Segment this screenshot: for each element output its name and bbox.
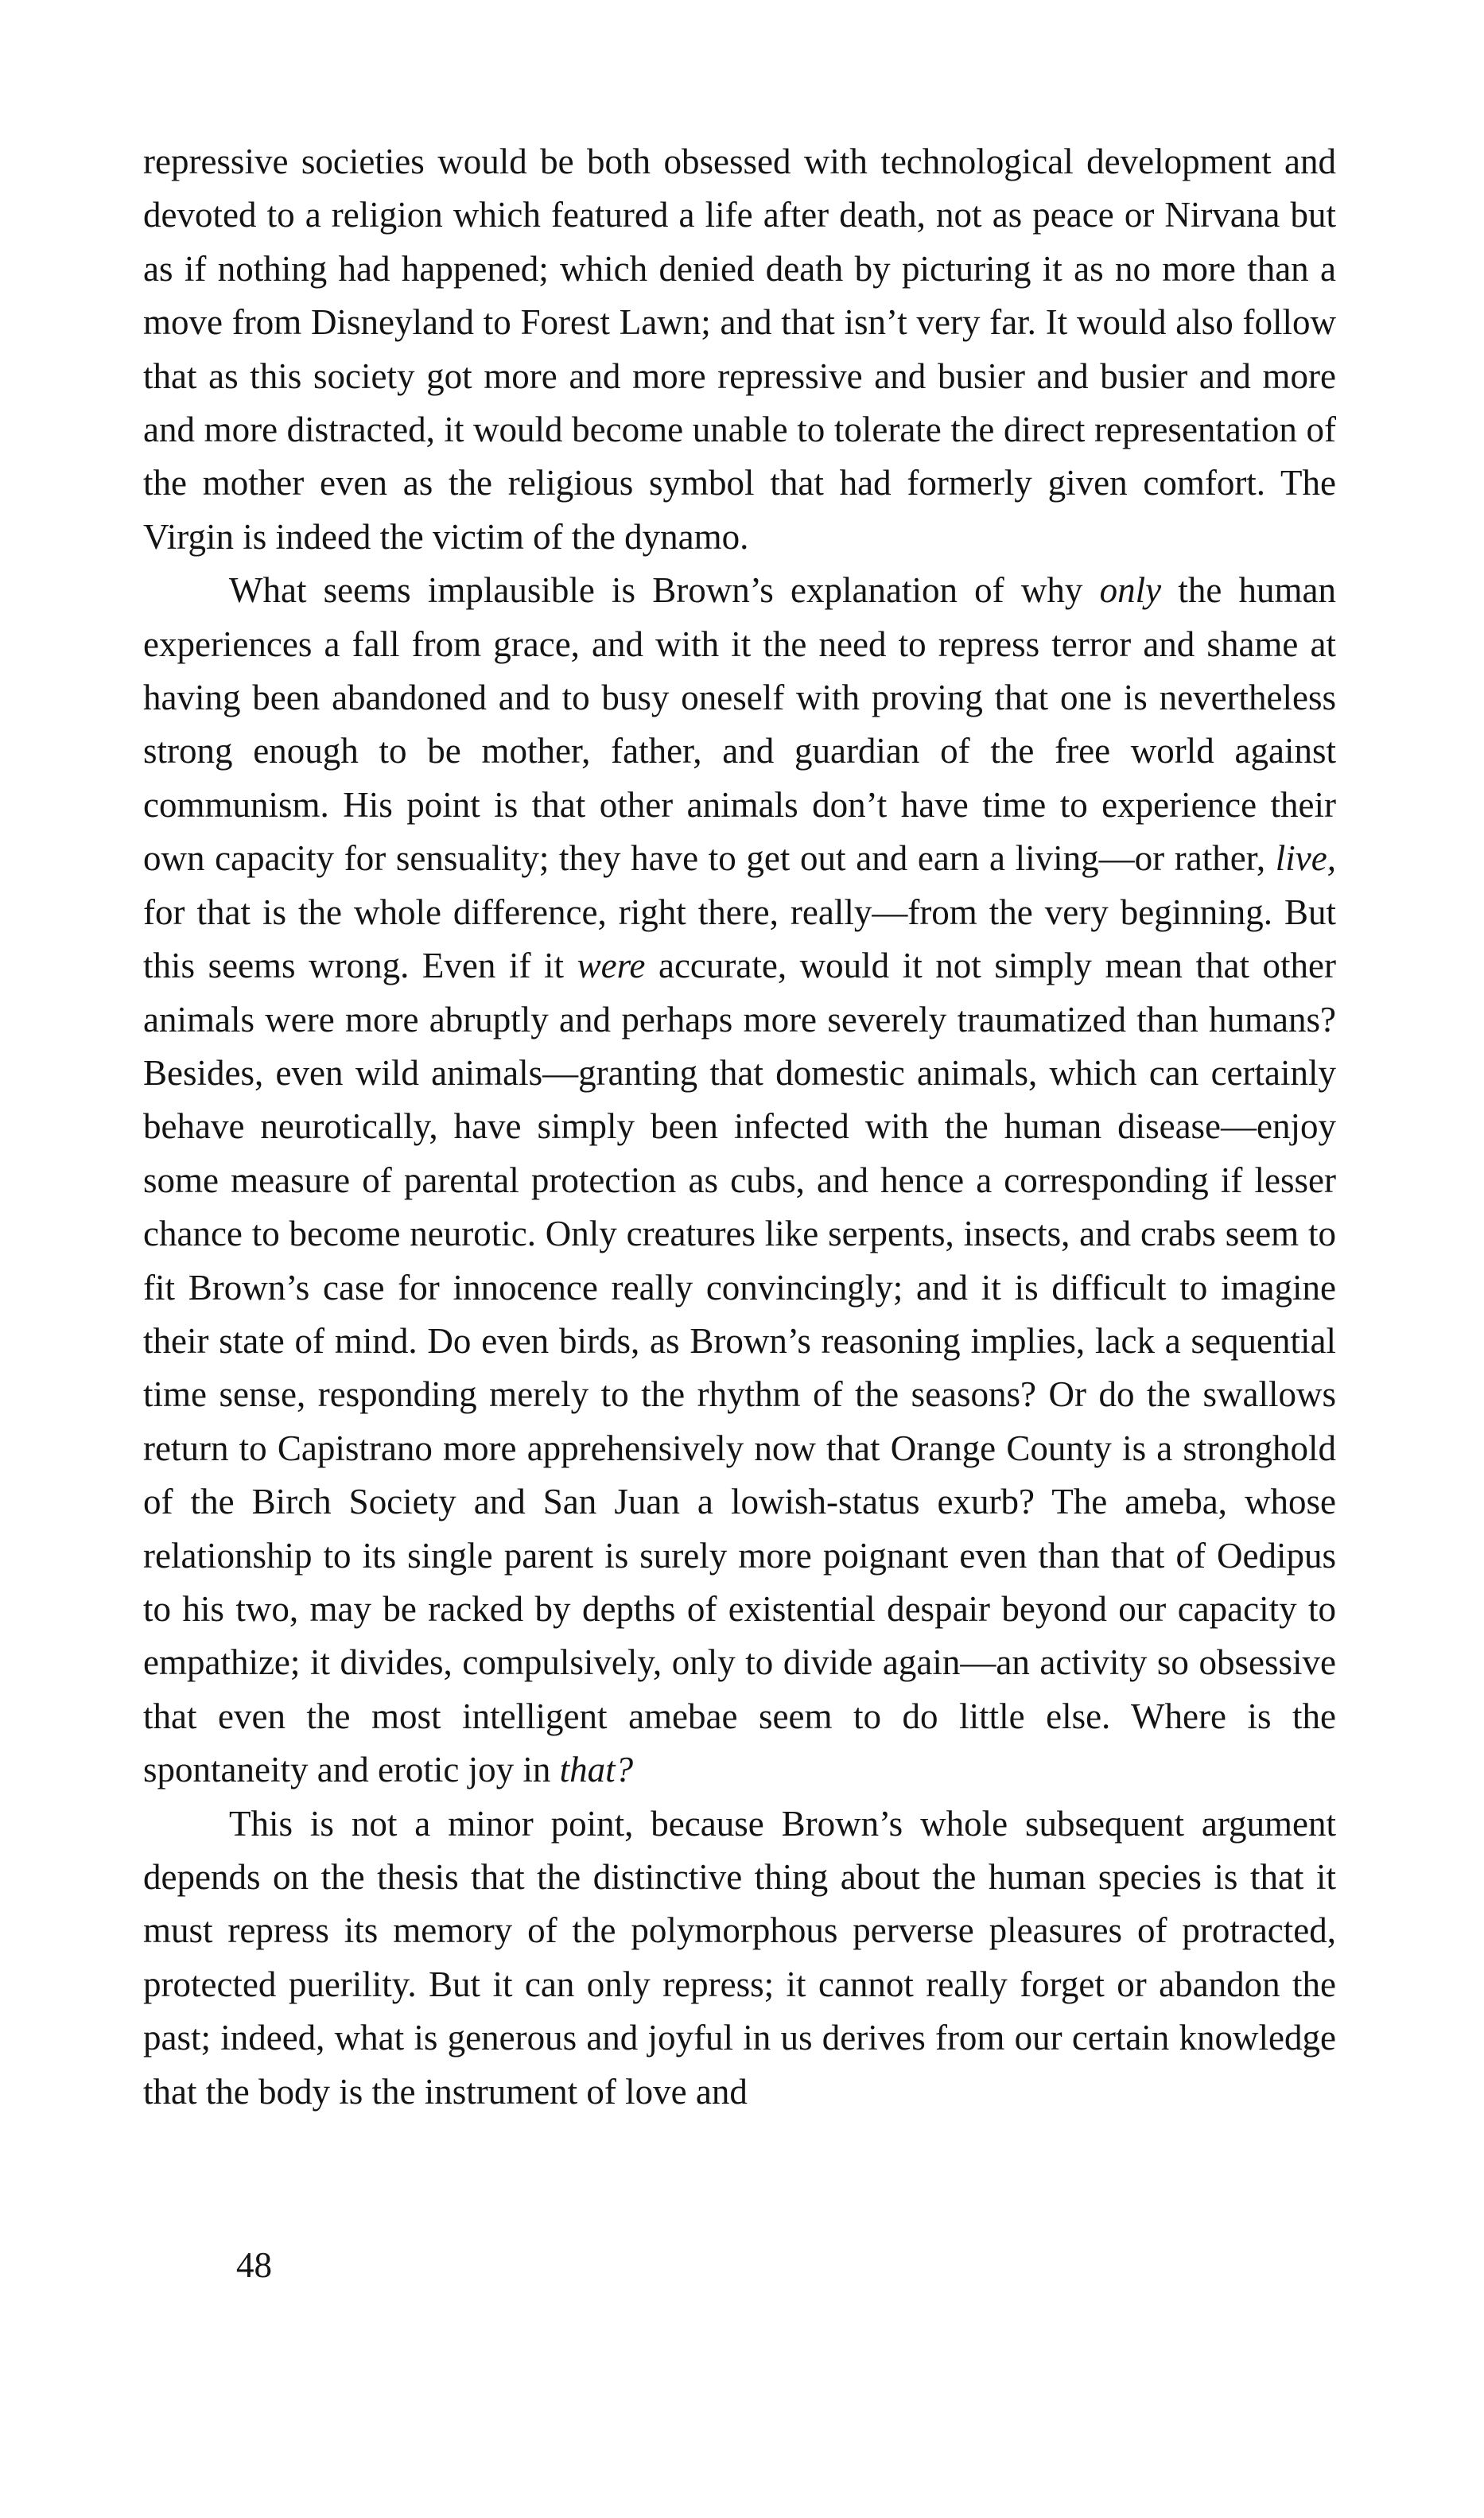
page-number: 48 [236,2245,272,2285]
text-segment: repressive societies would be both obsessed with technological development and devoted to a religion which featured a life after death, not as peace or Nirvana but as if nothing had happened; which denied death by picturing it as no more than a move from Disneyland to Forest Lawn; and that isn’t very far. It would also follow that as this society got more and more repressive and busier and busier and more and more distracted, it would become unable to tolerate the direct representation of the mother even as the religious symbol that had formerly given comfort. The Virgin is indeed the victim of the dynamo. [143,142,1336,557]
text-segment: What seems implausible is Brown’s explanation of why [229,570,1100,611]
paragraph-3 [143,1797,1336,2119]
text-segment: This is not a minor point, because Brown’s whole subsequent argument depends on the thesis that the distinctive thing about the human species is that it must repress its memory of the polymorphous perverse pleasures of protracted, protected puerility. But it can only repress; it cannot really forget or abandon the past; indeed, what is generous and joyful in us derives from our certain knowledge that the body is the instrument of love and [143,1803,1336,2112]
italic-text-segment: live, [1275,838,1336,879]
text-segment: for that is the whole difference, right there, really—from the very beginning. But this seems wrong. Even if it [143,892,1336,986]
italic-text-segment: were [577,946,646,986]
body-text [143,135,1336,2119]
italic-text-segment: that? [559,1750,634,1790]
text-segment: the human experiences a fall from grace, and with it the need to repress terror and shame at having been abandoned and to busy oneself with proving that one is nevertheless strong enough to be mother, father, and guardian of the free world against communism. His point is that other animals don’t have time to experience their own capacity for sensuality; they have to get out and earn a living—or rather, [143,570,1336,879]
paragraph-2 [143,564,1336,1797]
paragraph-1 [143,135,1336,564]
text-segment: accurate, would it not simply mean that other animals were more abruptly and perhaps more severely traumatized than humans? Besides, even wild animals—granting that domestic animals, which can certainly behave neurotically, have simply been infected with the human disease—enjoy some measure of parental protection as cubs, and hence a corresponding if lesser chance to become neurotic. Only creatures like serpents, insects, and crabs seem to fit Brown’s case for innocence really convincingly; and it is difficult to imagine their state of mind. Do even birds, as Brown’s reasoning implies, lack a sequential time sense, responding merely to the rhythm of the seasons? Or do the swallows return to Capistrano more apprehensively now that Orange County is a stronghold of the Birch Society and San Juan a lowish-status exurb? The ameba, whose relationship to its single parent is surely more poignant even than that of Oedipus to his two, may be racked by depths of existential despair beyond our capacity to empathize; it divides, compulsively, only to divide again—an activity so obsessive that even the most intelligent amebae seem to do little else. Where is the spontaneity and erotic joy in [143,946,1336,1790]
italic-text-segment: only [1099,570,1162,611]
